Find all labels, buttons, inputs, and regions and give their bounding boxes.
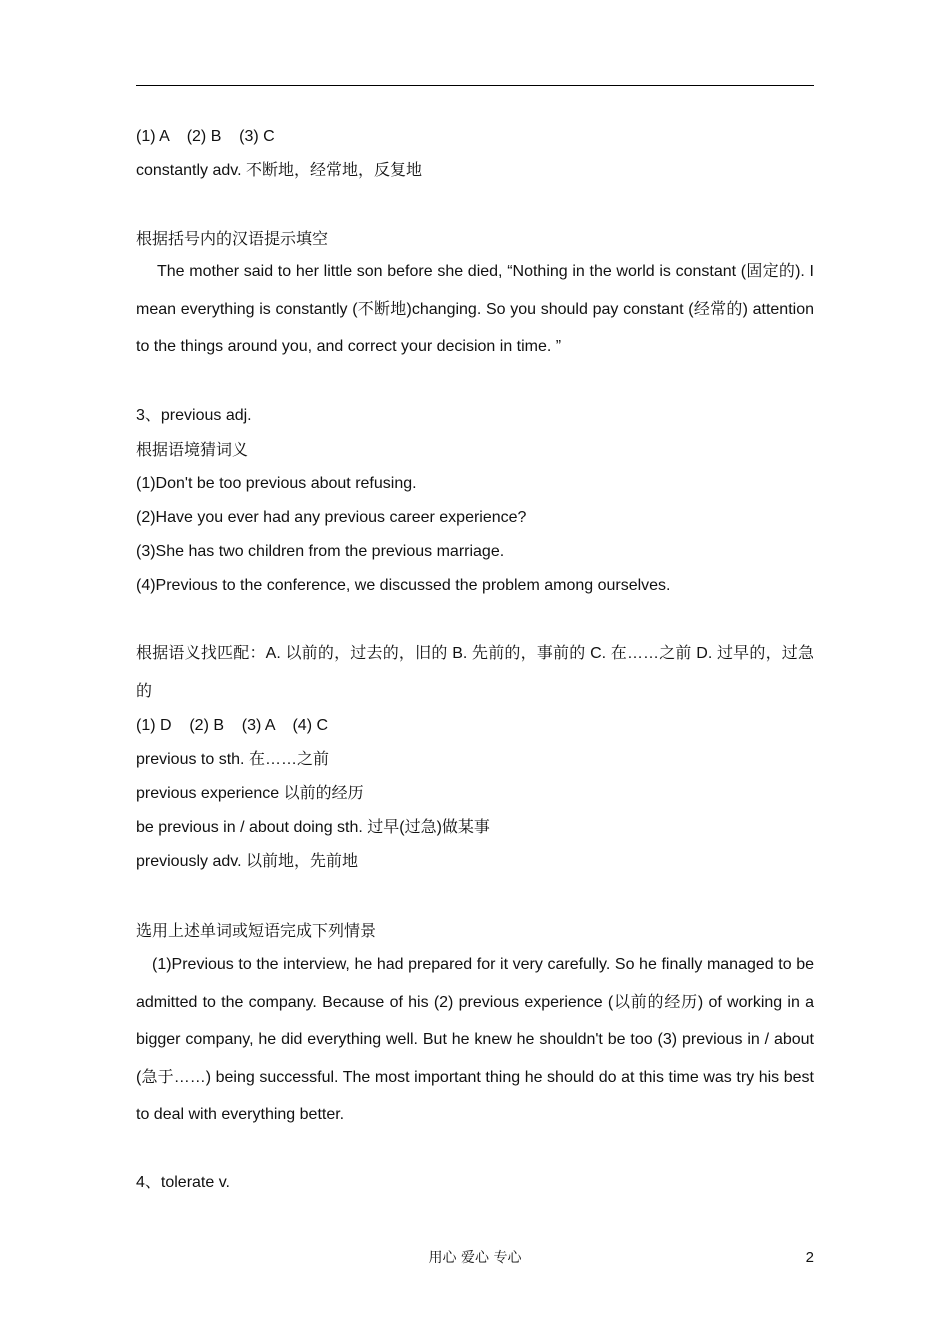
footer-motto: 用心 爱心 专心: [428, 1250, 522, 1266]
instruction-guess-meaning: 根据语境猜词义: [136, 440, 249, 459]
instruction-match-meaning: 根据语义找匹配：A. 以前的，过去的，旧的 B. 先前的，事前的 C. 在……之前 D. 过早的，过急的: [136, 645, 814, 700]
section-3-heading: 3、previous adj.: [136, 407, 252, 424]
page-number: 2: [805, 1249, 814, 1266]
instruction-fill-blanks: 根据括号内的汉语提示填空: [136, 229, 329, 248]
answer-key-previous: (1) D (2) B (3) A (4) C: [136, 717, 329, 734]
example-sentence-2: (2)Have you ever had any previous career experience?: [136, 509, 527, 526]
definition-previously: previously adv. 以前地，先前地: [136, 853, 358, 870]
section-4-heading: 4、tolerate v.: [136, 1174, 230, 1191]
definition-constantly: constantly adv. 不断地，经常地，反复地: [136, 162, 422, 179]
example-sentence-3: (3)She has two children from the previous marriage.: [136, 543, 505, 560]
phrase-be-previous-in: be previous in / about doing sth. 过早(过急)做某事: [136, 819, 490, 836]
example-sentence-1: (1)Don't be too previous about refusing.: [136, 475, 417, 492]
phrase-previous-experience: previous experience 以前的经历: [136, 785, 364, 802]
answer-key-constant: (1) A (2) B (3) C: [136, 128, 275, 145]
constant-passage: The mother said to her little son before she died, “Nothing in the world is constant (固定的). I mean everything is constantly (不断地)changing. So you should pay constant (经常的) attention to the things around you, and correct your decision in time. ”: [136, 263, 814, 355]
header-rule: [136, 85, 814, 86]
phrase-previous-to: previous to sth. 在……之前: [136, 751, 329, 768]
scenario-passage: (1)Previous to the interview, he had prepared for it very carefully. So he finally managed to be admitted to the company. Because of his (2) previous experience (以前的经历) of working in a bigger company, he did everything well. But he knew he shouldn't be too (3) previous in / about (急于……) being successful. The most important thing he should do at this time was try his best to deal with everything better.: [136, 956, 814, 1123]
instruction-complete-scenario: 选用上述单词或短语完成下列情景: [136, 921, 377, 940]
example-sentence-4: (4)Previous to the conference, we discussed the problem among ourselves.: [136, 577, 671, 594]
